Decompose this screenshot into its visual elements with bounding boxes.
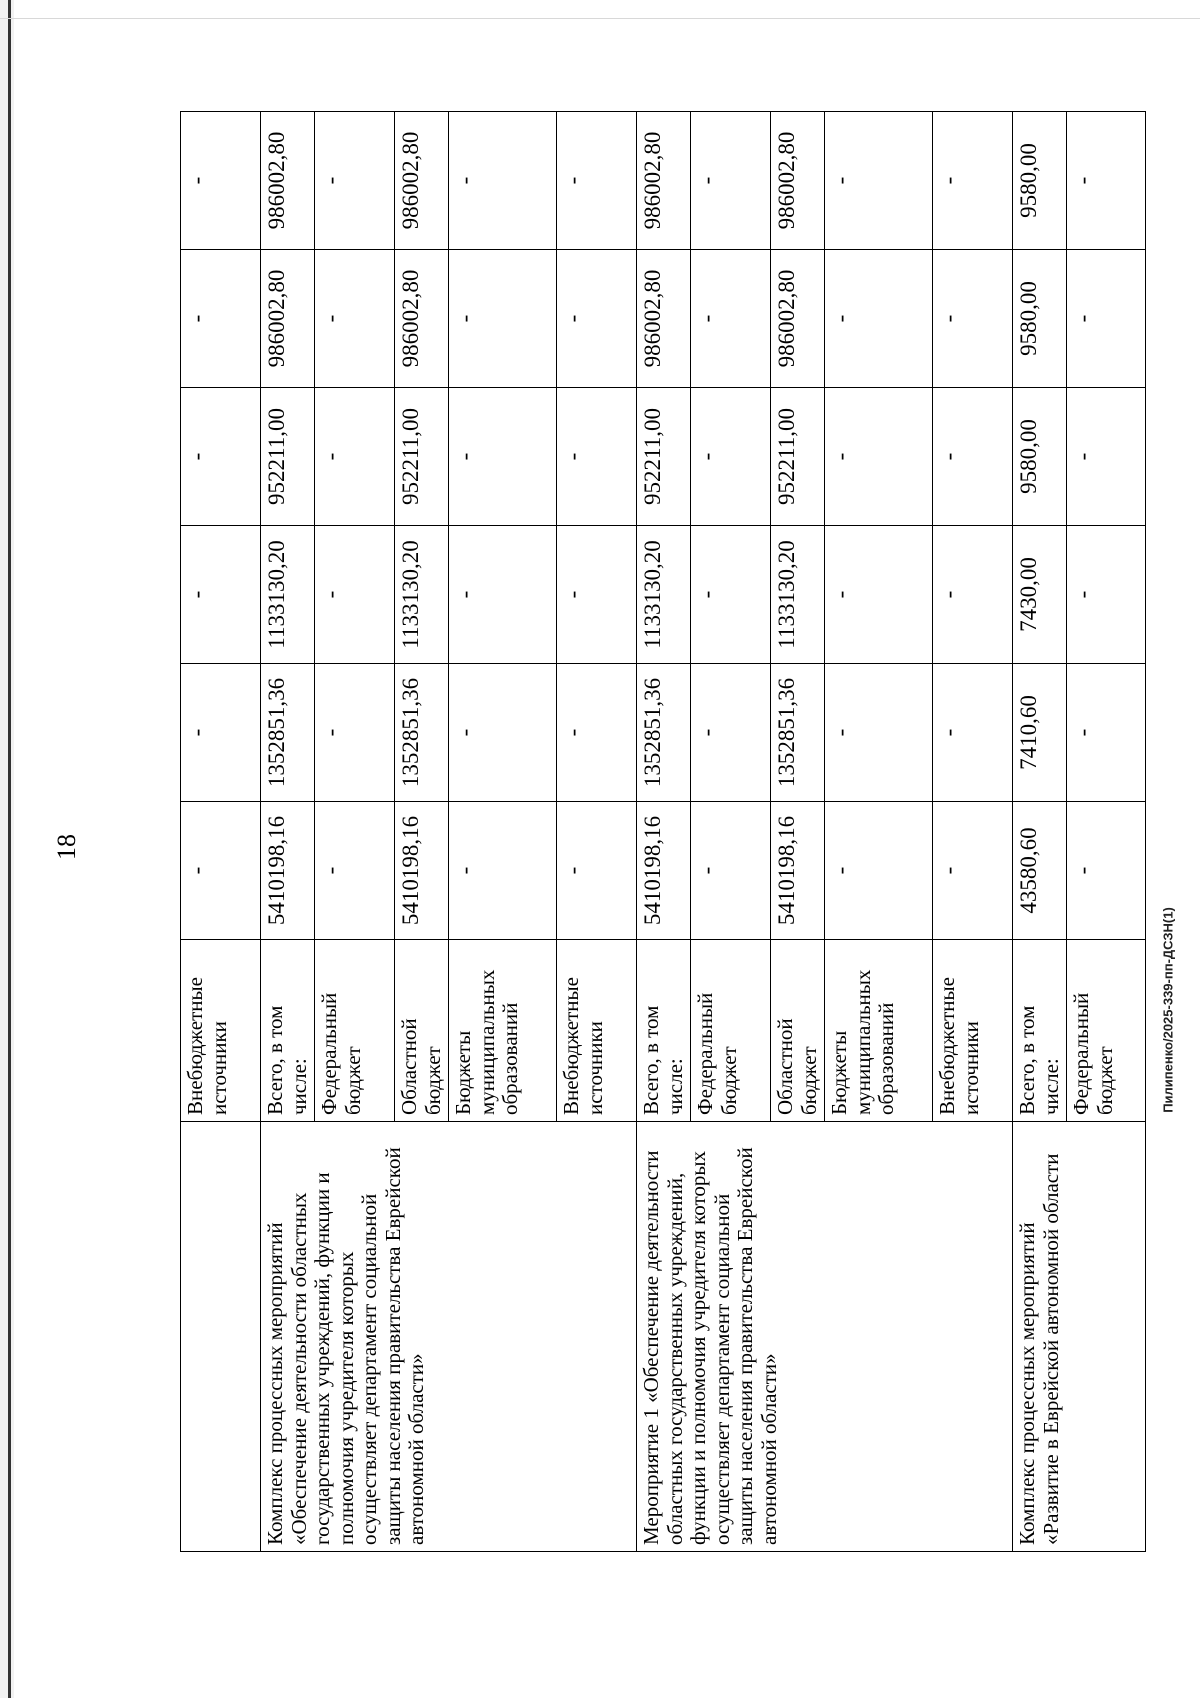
value-year-5: - [315, 112, 395, 250]
value-year-2: - [825, 526, 933, 664]
value-year-2: 1133130,20 [395, 526, 449, 664]
value-year-1: - [1067, 664, 1146, 802]
funding-source-cell: Внебюджетные источники [181, 940, 261, 1122]
value-year-2: - [449, 526, 557, 664]
value-year-5: 986002,80 [395, 112, 449, 250]
value-year-5: - [181, 112, 261, 250]
value-year-5: - [825, 112, 933, 250]
table-row [637, 112, 691, 1552]
value-year-3: 9580,00 [1013, 388, 1067, 526]
value-year-2: - [691, 526, 771, 664]
value-year-3: - [1067, 388, 1146, 526]
value-year-5: 986002,80 [637, 112, 691, 250]
value-year-5: 9580,00 [1013, 112, 1067, 250]
value-total: 43580,60 [1013, 802, 1067, 940]
value-year-1: - [825, 664, 933, 802]
value-year-3: - [825, 388, 933, 526]
value-year-1: 1352851,36 [771, 664, 825, 802]
funding-source-cell: Федеральный бюджет [1067, 940, 1146, 1122]
value-year-3: - [933, 388, 1013, 526]
value-year-4: 9580,00 [1013, 250, 1067, 388]
value-year-3: - [449, 388, 557, 526]
value-year-5: - [557, 112, 637, 250]
value-year-2: - [557, 526, 637, 664]
value-year-4: - [557, 250, 637, 388]
value-year-5: - [691, 112, 771, 250]
activity-1-description: Мероприятие 1 «Обеспечение деятельности областных государственных учреждений, функции и полномочия учредителя которых осуществляет департамент социальной защиты населения правительства Еврейской автономной области» [637, 1122, 1013, 1552]
value-year-2: 1133130,20 [261, 526, 315, 664]
funding-source-cell: Внебюджетные источники [557, 940, 637, 1122]
value-year-1: - [691, 664, 771, 802]
value-year-4: - [691, 250, 771, 388]
value-year-4: - [449, 250, 557, 388]
table-row [181, 112, 261, 1552]
table-row [261, 112, 315, 1552]
footer-document-id: Пилипенко/2025-339-пп-ДСЗН(1) [1160, 907, 1176, 1113]
scan-edge-line [8, 0, 11, 1698]
funding-source-cell: Внебюджетные источники [933, 940, 1013, 1122]
value-total: - [449, 802, 557, 940]
value-year-4: 986002,80 [395, 250, 449, 388]
scan-edge-line-top [0, 18, 1200, 19]
value-year-2: 1133130,20 [771, 526, 825, 664]
value-total: - [315, 802, 395, 940]
value-total: - [825, 802, 933, 940]
value-year-3: 952211,00 [395, 388, 449, 526]
funding-source-cell: Всего, в том числе: [261, 940, 315, 1122]
funding-source-cell: Всего, в том числе: [637, 940, 691, 1122]
value-year-4: - [315, 250, 395, 388]
row-description-empty [181, 1122, 261, 1552]
value-year-3: 952211,00 [261, 388, 315, 526]
value-total: 5410198,16 [395, 802, 449, 940]
value-total: - [557, 802, 637, 940]
page-number: 18 [52, 834, 81, 860]
value-total: 5410198,16 [771, 802, 825, 940]
value-year-1: - [449, 664, 557, 802]
value-year-4: 986002,80 [771, 250, 825, 388]
value-year-1: 1352851,36 [637, 664, 691, 802]
funding-source-cell: Федеральный бюджет [691, 940, 771, 1122]
value-year-3: 952211,00 [771, 388, 825, 526]
value-year-4: - [181, 250, 261, 388]
budget-table [180, 111, 1146, 1552]
footer-document-id-wrap [1158, 907, 1178, 1113]
funding-source-cell: Федеральный бюджет [315, 940, 395, 1122]
funding-source-cell: Всего, в том числе: [1013, 940, 1067, 1122]
program-complex-description: Комплекс процессных мероприятий «Обеспечение деятельности областных государственных учреждений, функции и полномочия учредителя которых осуществляет департамент социальной защиты населения правительства Еврейской автономной области» [261, 1122, 637, 1552]
value-year-1: - [933, 664, 1013, 802]
rotated-table-container [180, 112, 1117, 1552]
value-year-4: - [933, 250, 1013, 388]
value-year-2: - [181, 526, 261, 664]
funding-source-cell: Областной бюджет [395, 940, 449, 1122]
value-year-2: - [315, 526, 395, 664]
funding-source-cell: Областной бюджет [771, 940, 825, 1122]
value-year-5: - [933, 112, 1013, 250]
value-year-4: 986002,80 [261, 250, 315, 388]
value-year-1: - [315, 664, 395, 802]
value-total: - [933, 802, 1013, 940]
value-year-3: - [315, 388, 395, 526]
value-total: - [1067, 802, 1146, 940]
value-year-2: 1133130,20 [637, 526, 691, 664]
value-year-2: - [933, 526, 1013, 664]
value-year-4: - [825, 250, 933, 388]
value-year-1: - [557, 664, 637, 802]
value-year-4: - [1067, 250, 1146, 388]
value-year-1: 7410,60 [1013, 664, 1067, 802]
funding-source-cell: Бюджеты муниципальных образований [825, 940, 933, 1122]
value-total: 5410198,16 [261, 802, 315, 940]
table-row [1013, 112, 1067, 1552]
value-total: 5410198,16 [637, 802, 691, 940]
value-year-3: 952211,00 [637, 388, 691, 526]
value-year-1: - [181, 664, 261, 802]
program-complex-2-description: Комплекс процессных мероприятий «Развитие в Еврейской автономной области [1013, 1122, 1146, 1552]
value-year-1: 1352851,36 [395, 664, 449, 802]
value-total: - [181, 802, 261, 940]
value-year-2: 7430,00 [1013, 526, 1067, 664]
value-year-4: 986002,80 [637, 250, 691, 388]
value-year-5: - [449, 112, 557, 250]
value-year-3: - [691, 388, 771, 526]
funding-source-cell: Бюджеты муниципальных образований [449, 940, 557, 1122]
value-year-1: 1352851,36 [261, 664, 315, 802]
value-total: - [691, 802, 771, 940]
value-year-3: - [557, 388, 637, 526]
value-year-5: - [1067, 112, 1146, 250]
value-year-5: 986002,80 [261, 112, 315, 250]
value-year-5: 986002,80 [771, 112, 825, 250]
value-year-3: - [181, 388, 261, 526]
value-year-2: - [1067, 526, 1146, 664]
